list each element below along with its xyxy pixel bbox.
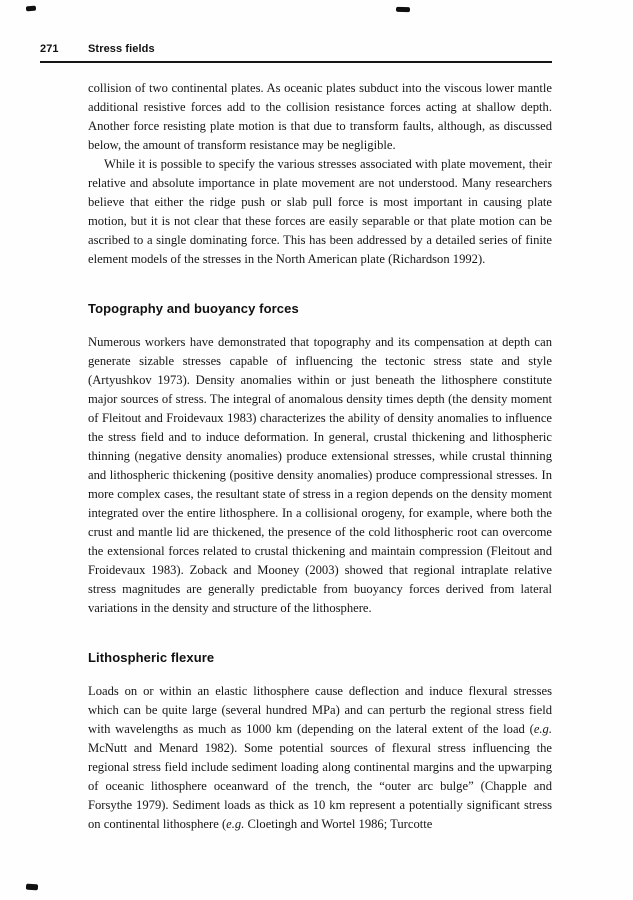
text-run: collision of two continental plates. As oceanic plates subduct into the viscous lower mantle additional resistive forces add to the collision resistance forces acting at shallow depth. Another force resisting plate motion is that due to transform faults, although, as discussed below, the amount of transform resistance may be negligible. <box>88 81 552 152</box>
text-run: Cloetingh and Wortel 1986; Turcotte <box>244 817 433 831</box>
header-rule <box>40 61 552 63</box>
text-run: Lithospheric flexure <box>88 650 215 665</box>
scan-artifact <box>26 884 38 891</box>
italic-text-run: e.g. <box>226 817 245 831</box>
paragraph <box>88 155 552 269</box>
italic-text-run: e.g. <box>533 722 552 736</box>
text-run: Topography and buoyancy forces <box>88 301 299 316</box>
text-run: McNutt and Menard 1982). Some potential sources of flexural stress influencing the regional stress field include sediment loading along continental margins and the upwarping of oceanic lithosphere oceanward of the trench, the “outer arc bulge” (Chapple and Forsythe 1979). Sediment loads as thick as 10 km represent a potentially significant stress on continental lithosphere ( <box>88 741 552 831</box>
scan-artifact <box>396 7 410 12</box>
section-heading <box>88 299 552 318</box>
scan-artifact <box>26 6 36 12</box>
section-heading <box>88 648 552 667</box>
page-number: 271 <box>40 43 59 55</box>
text-run: While it is possible to specify the various stresses associated with plate movement, their relative and absolute importance in plate movement are not understood. Many researchers believe that either the ridge push or slab pull force is most important in causing plate motion, but it is not clear that these forces are easily separable or that plate motion can be ascribed to a single dominating force. This has been addressed by a detailed series of finite element models of the stresses in the North American plate (Richardson 1992). <box>88 157 552 266</box>
paragraph <box>88 333 552 618</box>
running-head: Stress fields <box>88 43 155 55</box>
page-header <box>40 43 552 55</box>
paragraph <box>88 79 552 155</box>
text-run: Loads on or within an elastic lithosphere cause deflection and induce flexural stresses which can be quite large (several hundred MPa) and can perturb the regional stress field with wavelengths as much as 1000 km (depending on the lateral extent of the load ( <box>88 684 552 736</box>
paragraph <box>88 682 552 834</box>
page-body <box>88 79 552 834</box>
text-run: Numerous workers have demonstrated that topography and its compensation at depth can generate sizable stresses capable of influencing the tectonic stress state and style (Artyushkov 1973). Density anomalies within or just beneath the lithosphere constitute major sources of stress. The integral of anomalous density times depth (the density moment of Fleitout and Froidevaux 1983) characterizes the ability of density anomalies to influence the stress field and to induce deformation. In general, crustal thickening and lithospheric thinning (negative density anomalies) produce extensional stresses, while crustal thinning and lithospheric thickening (positive density anomalies) produce compressional stresses. In more complex cases, the resultant state of stress in a region depends on the density moment integrated over the entire lithosphere. In a collisional orogeny, for example, where both the crust and mantle lid are thickened, the presence of the cold lithospheric root can overcome the extensional forces related to crustal thickening and maintain compression (Fleitout and Froidevaux 1983). Zoback and Mooney (2003) showed that regional intraplate relative stress magnitudes are generally predictable from buoyancy forces derived from lateral variations in the density and structure of the lithosphere. <box>88 335 552 615</box>
